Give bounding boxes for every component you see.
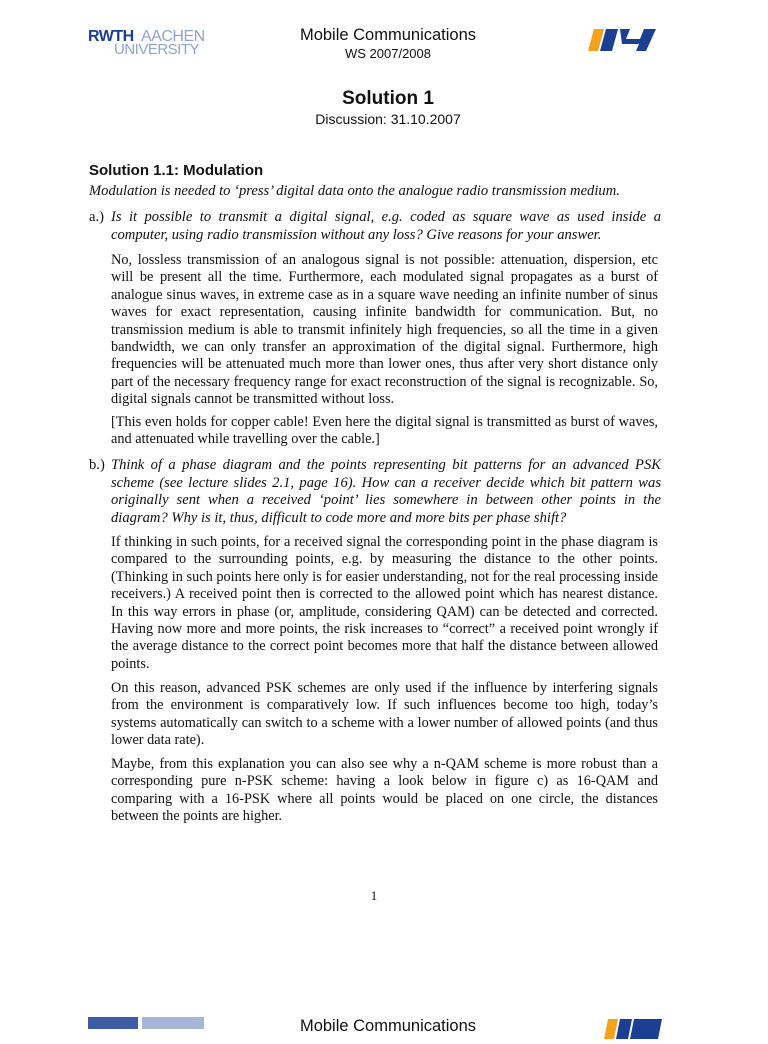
i4-logo-icon	[584, 25, 664, 55]
logo-rwth-text: RWTH	[88, 28, 134, 45]
solution-title: Solution 1	[342, 88, 434, 109]
question-a	[89, 209, 661, 244]
semester-label: WS 2007/2008	[344, 46, 431, 61]
page-number: 1	[370, 888, 378, 903]
logo-university-text: UNIVERSITY	[114, 41, 200, 58]
logo-aachen-text: AACHEN	[141, 28, 205, 45]
answer-a-paragraph-1: No, lossless transmission of an analogous signal is not possible: attenuation, dispersion, etc will be present all the time. Furthermore, each modulated signal propagates as a burst of analogue sinus waves, in extreme case as in a square wave needing an infinite number of sinus waves for exact representation, causing infinite bandwidth for communication. But, no transmission medium is able to transmit infinitely high frequencies, so all the time in a given bandwidth, we can only transfer an approximation of the digital signal. Furthermore, high frequencies will be attenuated much more than lower ones, thus after very short distance only part of the necessary frequency range for exact reconstruction of the signal is recognizable. So, digital signals cannot be transmitted without loss.	[111, 252, 658, 408]
answer-b-paragraph-1: If thinking in such points, for a received signal the corresponding point in the phase diagram is compared to the surrounding points, e.g. by measuring the distance to the other points. (Thinking in such points here only is for easier understanding, not for the real processing inside receivers.) A received point then is corrected to the allowed point which has nearest distance. In this way errors in phase (or, amplitude, considering QAM) can be detected and corrected. Having now more and more points, the risk increases to “correct” a received point wrongly if the average distance to the correct point becomes more that half the distance between allowed points.	[111, 534, 658, 672]
question-b-text: Think of a phase diagram and the points representing bit patterns for an advanced PSK scheme (see lecture slides 2.1, page 16). How can a receiver decide which bit pattern was originally sent when a received ‘point’ lies somewhere in between other points in the diagram? Why is it, thus, difficult to code more and more bits per phase shift?	[111, 457, 661, 526]
question-b-label: b.)	[89, 457, 105, 473]
rwth-aachen-logo	[88, 27, 218, 57]
answer-a-paragraph-2: [This even holds for copper cable! Even here the digital signal is transmitted as burst of waves, and attenuated while travelling over the cable.]	[111, 414, 658, 448]
next-page-course-title: Mobile Communications	[299, 1017, 477, 1035]
course-title: Mobile Communications	[299, 26, 477, 44]
answer-b-paragraph-3: Maybe, from this explanation you can also see why a n-QAM scheme is more robust than a corresponding pure n-PSK scheme: having a look below in figure c) as 16-QAM and comparing with a 16-PSK where all points would be placed on one circle, the distances between the points are higher.	[111, 756, 658, 825]
logo-blue-stroke-2	[620, 29, 656, 51]
question-a-text: Is it possible to transmit a digital signal, e.g. coded as square wave as used inside a computer, using radio transmission without any loss? Give reasons for your answer.	[111, 209, 661, 243]
next-page-i4-logo-icon	[604, 1019, 664, 1024]
section-heading: Solution 1.1: Modulation	[89, 162, 264, 179]
rwth-logo-graphic	[88, 27, 218, 57]
answer-b-paragraph-2: On this reason, advanced PSK schemes are only used if the influence by interfering signals from the environment is comparatively low. If such influences become too high, today’s systems automatically can switch to a scheme with a lower number of allowed points (and thus lower data rate).	[111, 680, 658, 749]
discussion-date: Discussion: 31.10.2007	[315, 111, 461, 127]
section-intro: Modulation is needed to ‘press’ digital data onto the analogue radio transmission medium.	[89, 183, 620, 199]
next-page-logo	[88, 1017, 218, 1024]
question-b	[89, 457, 661, 527]
question-a-label: a.)	[89, 209, 104, 225]
